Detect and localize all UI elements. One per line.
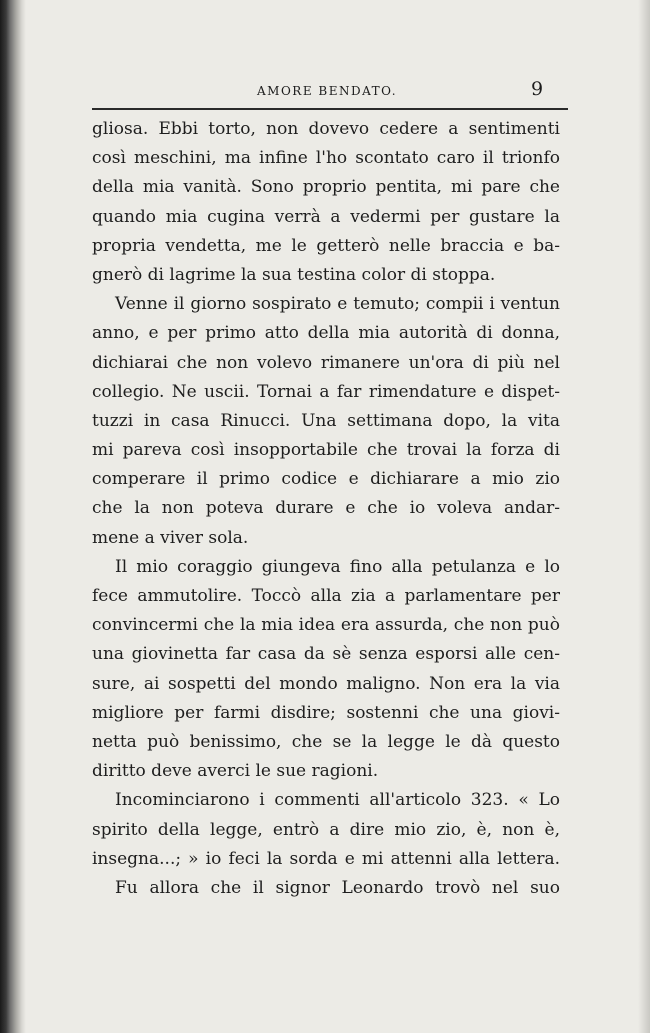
page-edge-shadow	[638, 0, 650, 1033]
page-number: 9	[531, 78, 544, 100]
text-line: Il mio coraggio giungeva fino alla petulanza e lo	[115, 556, 560, 577]
text-line: dichiarai che non volevo rimanere un'ora di più nel	[92, 352, 560, 373]
text-line: migliore per farmi disdire; sostenni che una giovi-	[92, 702, 560, 723]
text-line: della mia vanità. Sono proprio pentita, mi pare che	[92, 177, 560, 198]
text-line: una giovinetta far casa da sè senza esporsi alle cen-	[92, 644, 560, 665]
body-text	[92, 115, 560, 903]
text-line: convincermi che la mia idea era assurda, che non può	[92, 615, 560, 636]
text-line: propria vendetta, me le getterò nelle braccia e ba-	[92, 235, 560, 256]
text-line: mi pareva così insopportabile che trovai la forza di	[92, 440, 560, 461]
text-line: quando mia cugina verrà a vedermi per gustare la	[92, 206, 560, 227]
text-line: tuzzi in casa Rinucci. Una settimana dopo, la vita	[92, 410, 560, 431]
text-line: Venne il giorno sospirato e temuto; compii i ventun	[115, 294, 560, 315]
text-line: mene a viver sola.	[92, 527, 249, 548]
text-line: gliosa. Ebbi torto, non dovevo cedere a sentimenti	[92, 119, 560, 139]
text-line: spirito della legge, entrò a dire mio zio, è, non è,	[92, 819, 560, 840]
spine-shadow	[0, 0, 26, 1033]
text-line: sure, ai sospetti del mondo maligno. Non era la via	[92, 673, 560, 694]
text-line: Incominciarono i commenti all'articolo 323. « Lo	[115, 790, 560, 811]
text-line: gnerò di lagrime la sua testina color di stoppa.	[92, 264, 496, 285]
text-line: diritto deve averci le sue ragioni.	[92, 761, 379, 782]
text-line: collegio. Ne uscii. Tornai a far rimendature e dispet-	[92, 381, 560, 402]
text-line: insegna...; » io feci la sorda e mi attenni alla lettera.	[92, 848, 560, 869]
header-rule	[92, 108, 568, 110]
text-line: Fu allora che il signor Leonardo trovò nel suo	[115, 877, 560, 898]
text-line: così meschini, ma infine l'ho scontato caro il trionfo	[92, 148, 560, 169]
text-line: fece ammutolire. Toccò alla zia a parlamentare per	[92, 586, 560, 606]
text-line: netta può benissimo, che se la legge le dà questo	[92, 731, 560, 752]
text-line: anno, e per primo atto della mia autorità di donna,	[92, 323, 560, 344]
text-line: che la non poteva durare e che io voleva andar-	[92, 498, 560, 519]
text-line: comperare il primo codice e dichiarare a mio zio	[92, 469, 560, 490]
running-head: AMORE BENDATO.	[257, 84, 398, 98]
